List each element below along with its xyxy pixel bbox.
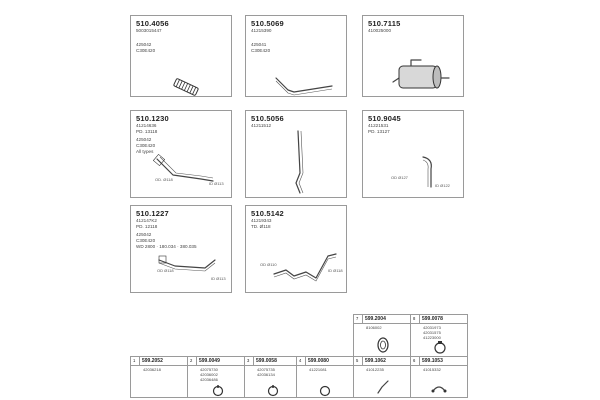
clamp-icon: [212, 385, 224, 397]
accessory-card[interactable]: [410, 314, 468, 357]
part-ref: 41214636: [136, 123, 157, 128]
accessory-ref: 42075735: [257, 367, 275, 372]
part-card[interactable]: [362, 110, 464, 198]
part-ref: 412147K2: [136, 218, 157, 223]
dimension-label: ID Ø122: [435, 183, 450, 188]
part-ref: 41211512: [251, 123, 272, 128]
clamp-icon: [267, 385, 279, 397]
part-ref: C30E420: [251, 48, 271, 53]
part-ref: All types: [136, 149, 154, 154]
accessory-ref: 41223000: [423, 335, 441, 340]
accessory-ref: 41221081: [309, 367, 327, 372]
part-code: 510.1230: [136, 114, 169, 123]
part-ref: 425042: [136, 232, 152, 237]
clamp-icon: [319, 385, 331, 397]
accessory-card[interactable]: [130, 356, 188, 398]
accessory-index: 4: [299, 358, 302, 363]
part-code: 510.7115: [368, 19, 401, 28]
accessory-code: 599.0049: [199, 358, 220, 364]
part-code: 510.1227: [136, 209, 169, 218]
gasket-icon: [376, 337, 390, 353]
accessory-card[interactable]: [353, 356, 411, 398]
pipe-icon: [272, 246, 338, 286]
accessory-card[interactable]: [410, 356, 468, 398]
accessory-code: 599.0058: [256, 358, 277, 364]
accessory-code: 599.1053: [422, 358, 443, 364]
part-ref: PD. 13118: [136, 129, 158, 134]
accessory-code: 599.1062: [365, 358, 386, 364]
accessory-ref: 41015332: [423, 367, 441, 372]
accessory-code: 599.2052: [142, 358, 163, 364]
accessory-index: 2: [190, 358, 193, 363]
dimension-label: ID Ø118: [328, 268, 343, 273]
part-card[interactable]: [130, 110, 232, 198]
accessory-card[interactable]: [187, 356, 245, 398]
accessory-ref: 41012235: [366, 367, 384, 372]
accessory-ref: 42031973: [423, 325, 441, 330]
part-ref: C30E420: [136, 48, 156, 53]
accessory-ref: 8106002: [366, 325, 382, 330]
dimension-label: OD Ø127: [391, 175, 408, 180]
accessory-ref: 42036218: [143, 367, 161, 372]
accessory-ref: 42036002: [200, 372, 218, 377]
part-ref: PD. 12118: [136, 224, 158, 229]
accessory-index: 1: [133, 358, 136, 363]
part-code: 510.5142: [251, 209, 284, 218]
accessory-ref: 42031575: [423, 330, 441, 335]
hanger-icon: [431, 381, 447, 395]
accessory-ref: 42036486: [200, 377, 218, 382]
flex-pipe-icon: [171, 76, 201, 98]
dimension-label: OD Ø118: [157, 268, 174, 273]
part-ref: 425041: [251, 42, 267, 47]
part-ref: 410025000: [368, 28, 391, 33]
part-ref: 425042: [136, 137, 152, 142]
clamp-icon: [433, 341, 447, 355]
part-ref: 41215390: [251, 28, 272, 33]
dimension-label: ID Ø113: [209, 181, 224, 186]
part-ref: 41219343: [251, 218, 272, 223]
part-ref: PD. 13127: [368, 129, 390, 134]
part-ref: WD 2800 · 180.034 · 380.035: [136, 244, 197, 249]
muffler-icon: [391, 56, 451, 94]
part-code: 510.5069: [251, 19, 284, 28]
accessory-index: 6: [413, 358, 416, 363]
part-card[interactable]: [245, 15, 347, 97]
accessory-code: 599.0078: [422, 316, 443, 322]
accessory-index: 5: [356, 358, 359, 363]
accessory-code: 599.2004: [365, 316, 386, 322]
hanger-icon: [376, 379, 390, 395]
dimension-label: OD. Ø118: [155, 177, 173, 182]
part-code: 510.9045: [368, 114, 401, 123]
pipe-icon: [274, 68, 334, 98]
accessory-ref: 42075730: [200, 367, 218, 372]
accessory-index: 8: [413, 316, 416, 321]
part-card[interactable]: [245, 205, 347, 293]
part-card[interactable]: [130, 205, 232, 293]
part-ref: 425042: [136, 42, 152, 47]
part-card[interactable]: [245, 110, 347, 198]
pipe-icon: [286, 129, 310, 195]
accessory-card[interactable]: [296, 356, 354, 398]
part-code: 510.4056: [136, 19, 169, 28]
part-card[interactable]: [130, 15, 232, 97]
part-card[interactable]: [362, 15, 464, 97]
accessory-index: 3: [247, 358, 250, 363]
part-ref: TD. Ø118: [251, 224, 271, 229]
part-code: 510.5056: [251, 114, 284, 123]
part-ref: C30E420: [136, 238, 156, 243]
dimension-label: OD Ø110: [260, 262, 277, 267]
accessory-code: 599.0080: [308, 358, 329, 364]
accessory-card[interactable]: [353, 314, 411, 357]
part-ref: C30E420: [136, 143, 156, 148]
accessory-ref: 42036134: [257, 372, 275, 377]
accessory-card[interactable]: [244, 356, 302, 398]
part-ref: 5003015447: [136, 28, 162, 33]
part-ref: 41221531: [368, 123, 389, 128]
dimension-label: ID Ø113: [211, 276, 226, 281]
accessory-index: 7: [356, 316, 359, 321]
